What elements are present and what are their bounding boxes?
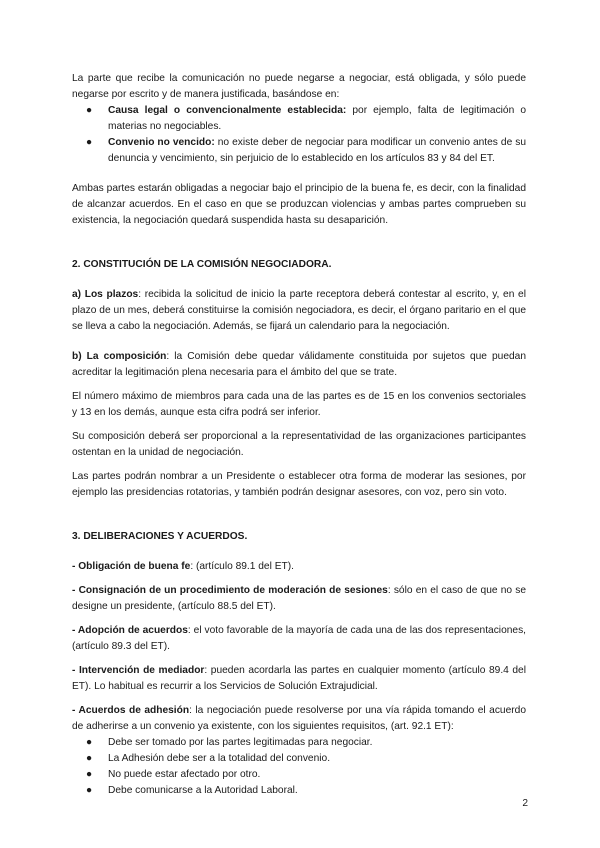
- proportional-paragraph: Su composición deberá ser proporcional a la representatividad de las organizaciones participantes ostentan en la unidad de negociación.: [72, 431, 526, 458]
- list-item: [72, 767, 526, 783]
- item-text: : sólo en el caso de que no se designe un presidente, (artículo 88.5 del ET).: [72, 585, 526, 612]
- bold-term: Convenio no vencido:: [108, 137, 215, 148]
- bullet-icon: ●: [86, 105, 93, 116]
- item-text: : el voto favorable de la mayoría de cada una de las dos representaciones, (artículo 89.3 del ET).: [72, 625, 526, 652]
- paragraph-text: : recibida la solicitud de inicio la parte receptora deberá contestar al escrito, y, en el plazo de un mes, deberá constituirse la comisión negociadora, es decir, el órgano paritario en el que se lleva a cabo la negociación. Además, se fijará un calendario para la negociación.: [72, 289, 526, 332]
- section-heading: 2. CONSTITUCIÓN DE LA COMISIÓN NEGOCIADORA.: [72, 259, 332, 270]
- deliberation-item: [72, 703, 526, 735]
- page-number: 2: [522, 798, 528, 809]
- item-text: : (artículo 89.1 del ET).: [190, 561, 294, 572]
- item-text: por ejemplo, falta de legitimación o materias no negociables.: [108, 105, 526, 132]
- bold-term: - Acuerdos de adhesión: [72, 705, 190, 716]
- bullet-icon: ●: [86, 737, 93, 748]
- bullet-icon: ●: [86, 137, 93, 148]
- item-text: Debe comunicarse a la Autoridad Laboral.: [108, 785, 298, 796]
- bold-term: - Obligación de buena fe: [72, 561, 191, 572]
- bold-term: - Adopción de acuerdos: [72, 625, 188, 636]
- bold-term: Causa legal o convencionalmente establecida:: [108, 105, 347, 116]
- bullet-icon: ●: [86, 753, 93, 764]
- item-text: No puede estar afectado por otro.: [108, 769, 261, 780]
- president-paragraph: Las partes podrán nombrar a un Presidente o establecer otra forma de moderar las sesiones, por ejemplo las presidencias rotatorias, y también podrán designar asesores, con voz, pero sin voto.: [72, 471, 526, 498]
- item-text: no existe deber de negociar para modificar un convenio antes de su denuncia y vencimiento, sin perjuicio de lo establecido en los artículos 83 y 84 del ET.: [108, 137, 526, 164]
- good-faith-paragraph: Ambas partes estarán obligadas a negociar bajo el principio de la buena fe, es decir, con la finalidad de alcanzar acuerdos. En el caso en que se produzcan violencias y ambas partes comprueben su existencia, la negociación quedará suspendida hasta su desaparición.: [72, 183, 526, 226]
- bold-term: a) Los plazos: [72, 289, 139, 300]
- list-item: [72, 103, 526, 135]
- item-text: La Adhesión debe ser a la totalidad del convenio.: [108, 753, 331, 764]
- deliberation-item: [72, 583, 526, 615]
- bold-term: - Consignación de un procedimiento de moderación de sesiones: [72, 585, 388, 596]
- intro-paragraph: La parte que recibe la comunicación no puede negarse a negociar, está obligada, y sólo puede negarse por escrito y de manera justificada, basándose en:: [72, 73, 526, 100]
- paragraph-text: : la Comisión debe quedar válidamente constituida por sujetos que puedan acreditar la legitimación plena necesaria para el ámbito del que se trate.: [72, 351, 526, 378]
- list-item: [72, 735, 526, 751]
- bold-term: - Intervención de mediador: [72, 665, 205, 676]
- bullet-icon: ●: [86, 785, 93, 796]
- members-paragraph: El número máximo de miembros para cada una de las partes es de 15 en los convenios sectoriales y 13 en los demás, aunque esta cifra podrá ser inferior.: [72, 391, 526, 418]
- deliberation-item: [72, 559, 526, 575]
- composicion-paragraph: [72, 349, 526, 381]
- item-text: Debe ser tomado por las partes legitimadas para negociar.: [108, 737, 373, 748]
- list-item: [72, 783, 526, 799]
- deliberation-item: [72, 663, 526, 695]
- bullet-icon: ●: [86, 769, 93, 780]
- section-heading: 3. DELIBERACIONES Y ACUERDOS.: [72, 531, 248, 542]
- plazos-paragraph: [72, 287, 526, 335]
- list-item: [72, 751, 526, 767]
- adhesion-requirements-list: [72, 735, 526, 799]
- item-text: : pueden acordarla las partes en cualquier momento (artículo 89.4 del ET). Lo habitual es recurrir a los Servicios de Solución Extrajudicial.: [72, 665, 526, 692]
- item-text: : la negociación puede resolverse por una vía rápida tomando el acuerdo de adherirse a un convenio ya existente, con los siguientes requisitos, (art. 92.1 ET):: [72, 705, 526, 732]
- deliberation-item: [72, 623, 526, 655]
- list-item: [72, 135, 526, 167]
- intro-bullet-list: [72, 103, 526, 167]
- bold-term: b) La composición: [72, 351, 167, 362]
